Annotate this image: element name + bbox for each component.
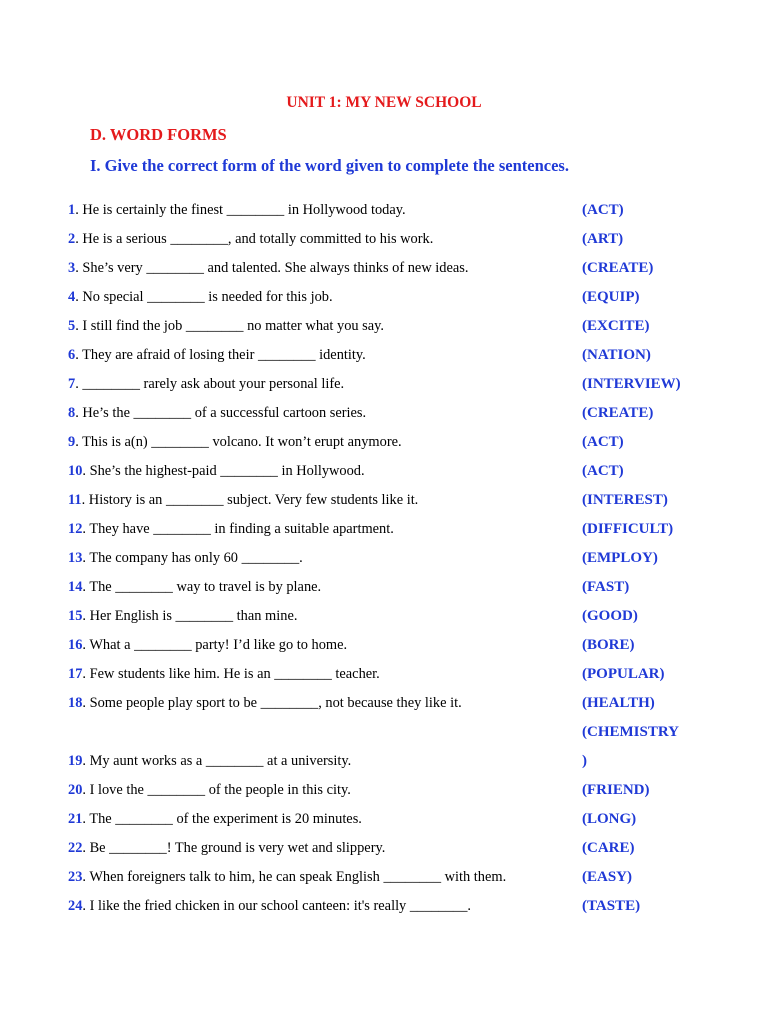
item-number: 18 (68, 695, 83, 711)
exercise-item (0, 837, 768, 859)
given-word: (CREATE) (582, 260, 654, 276)
item-number: 13 (68, 550, 83, 566)
item-text: . No special ________ is needed for this job. (75, 289, 333, 305)
exercise-item (0, 866, 768, 888)
item-number: 4 (68, 289, 76, 305)
given-word: (CREATE) (582, 405, 654, 421)
exercise-sentence (68, 837, 385, 859)
item-number: 10 (68, 463, 83, 479)
item-number: 7 (68, 376, 76, 392)
exercise-sentence (68, 518, 394, 540)
item-number: 6 (68, 347, 76, 363)
item-number: 8 (68, 405, 76, 421)
exercise-item (0, 431, 768, 453)
exercise-item (0, 199, 768, 221)
exercise-item (0, 779, 768, 801)
item-number: 20 (68, 782, 83, 798)
exercise-sentence (68, 373, 344, 395)
item-number: 2 (68, 231, 76, 247)
exercise-item (0, 402, 768, 424)
exercise-sentence (68, 344, 366, 366)
item-text: . She’s very ________ and talented. She always thinks of new ideas. (75, 260, 469, 276)
given-word: (POPULAR) (582, 666, 665, 682)
unit-title: UNIT 1: MY NEW SCHOOL (286, 94, 482, 111)
item-text: . He’s the ________ of a successful cartoon series. (75, 405, 367, 421)
given-word: (BORE) (582, 637, 635, 653)
exercise-sentence (68, 547, 303, 569)
item-number: 3 (68, 260, 76, 276)
item-text: . He is certainly the finest ________ in Hollywood today. (75, 202, 406, 218)
item-number: 17 (68, 666, 83, 682)
item-number: 1 (68, 202, 76, 218)
exercise-sentence (68, 286, 333, 308)
given-word: (TASTE) (582, 898, 641, 914)
given-word: (ACT) (582, 202, 624, 218)
item-number: 23 (68, 869, 83, 885)
exercise-sentence (68, 750, 351, 772)
exercise-item (0, 808, 768, 830)
item-text: . When foreigners talk to him, he can speak English ________ with them. (82, 869, 507, 885)
exercise-sentence (68, 692, 462, 714)
item-text: . Some people play sport to be ________, not because they like it. (82, 695, 462, 711)
item-text: . ________ rarely ask about your personal life. (75, 376, 345, 392)
item-number: 19 (68, 753, 83, 769)
given-word: (ACT) (582, 434, 624, 450)
exercise-sentence (68, 257, 468, 279)
exercise-item (0, 605, 768, 627)
exercise-item (0, 518, 768, 540)
item-text: . My aunt works as a ________ at a university. (82, 753, 352, 769)
item-number: 11 (68, 492, 82, 508)
exercise-sentence (68, 489, 418, 511)
given-word: (EXCITE) (582, 318, 650, 334)
exercise-item (0, 228, 768, 250)
exercise-item (0, 489, 768, 511)
given-word: (INTEREST) (582, 492, 668, 508)
item-number: 9 (68, 434, 76, 450)
given-word: (INTERVIEW) (582, 376, 681, 392)
item-number: 15 (68, 608, 83, 624)
item-text: . The ________ of the experiment is 20 minutes. (82, 811, 362, 827)
item-text: . They have ________ in finding a suitable apartment. (82, 521, 394, 537)
item-text: . Be ________! The ground is very wet and slippery. (82, 840, 386, 856)
item-text: . The company has only 60 ________. (82, 550, 303, 566)
item-number: 24 (68, 898, 83, 914)
exercise-sentence (68, 228, 433, 250)
item-text: . History is an ________ subject. Very few students like it. (81, 492, 419, 508)
given-word: (EQUIP) (582, 289, 640, 305)
item-number: 16 (68, 637, 83, 653)
exercise-item (0, 460, 768, 482)
exercise-item (0, 344, 768, 366)
exercise-sentence (68, 605, 297, 627)
given-word: (HEALTH) (582, 695, 655, 711)
given-word: (GOOD) (582, 608, 638, 624)
item-text: . They are afraid of losing their ________ identity. (75, 347, 366, 363)
exercise-sentence (68, 634, 347, 656)
given-word: (ACT) (582, 463, 624, 479)
given-word: (EMPLOY) (582, 550, 658, 566)
exercise-item (0, 257, 768, 279)
item-number: 14 (68, 579, 83, 595)
exercise-sentence (68, 663, 380, 685)
exercise-item (0, 634, 768, 656)
given-word: (ART) (582, 231, 624, 247)
item-text: . I like the fried chicken in our school canteen: it's really ________. (82, 898, 472, 914)
exercise-sentence (68, 315, 384, 337)
exercise-sentence (68, 460, 365, 482)
exercise-sentence (68, 402, 366, 424)
item-text: . She’s the highest-paid ________ in Hollywood. (82, 463, 365, 479)
instruction: I. Give the correct form of the word given to complete the sentences. (90, 156, 569, 175)
given-word: (CARE) (582, 840, 635, 856)
item-text: . This is a(n) ________ volcano. It won’t erupt anymore. (75, 434, 402, 450)
given-word: (DIFFICULT) (582, 521, 674, 537)
exercise-sentence (68, 199, 406, 221)
exercise-sentence (68, 576, 321, 598)
item-number: 22 (68, 840, 83, 856)
item-text: . Few students like him. He is an ________ teacher. (82, 666, 380, 682)
item-number: 5 (68, 318, 76, 334)
item-text: . What a ________ party! I’d like go to home. (82, 637, 348, 653)
exercise-sentence (68, 431, 402, 453)
exercise-item (0, 286, 768, 308)
exercise-item (0, 692, 768, 714)
exercise-item (0, 547, 768, 569)
item-number: 21 (68, 811, 83, 827)
exercise-sentence (68, 866, 506, 888)
item-text: . I love the ________ of the people in this city. (82, 782, 351, 798)
item-number: 12 (68, 521, 83, 537)
exercise-sentence (68, 808, 362, 830)
given-word: (CHEMISTRY (582, 724, 679, 740)
exercise-sentence (68, 895, 471, 917)
exercise-item (0, 315, 768, 337)
item-text: . I still find the job ________ no matter what you say. (75, 318, 385, 334)
item-text: . Her English is ________ than mine. (82, 608, 298, 624)
exercise-item (0, 373, 768, 395)
given-word: (FRIEND) (582, 782, 650, 798)
item-text: . The ________ way to travel is by plane. (82, 579, 322, 595)
exercise-sentence (68, 779, 351, 801)
section-title: D. WORD FORMS (90, 125, 227, 144)
given-word-continuation: ) (582, 753, 587, 769)
exercise-item (0, 724, 768, 772)
exercise-item (0, 663, 768, 685)
given-word: (NATION) (582, 347, 651, 363)
given-word: (EASY) (582, 869, 633, 885)
exercise-item (0, 576, 768, 598)
given-word: (LONG) (582, 811, 637, 827)
item-text: . He is a serious ________, and totally committed to his work. (75, 231, 434, 247)
given-word: (FAST) (582, 579, 630, 595)
exercise-item (0, 895, 768, 917)
